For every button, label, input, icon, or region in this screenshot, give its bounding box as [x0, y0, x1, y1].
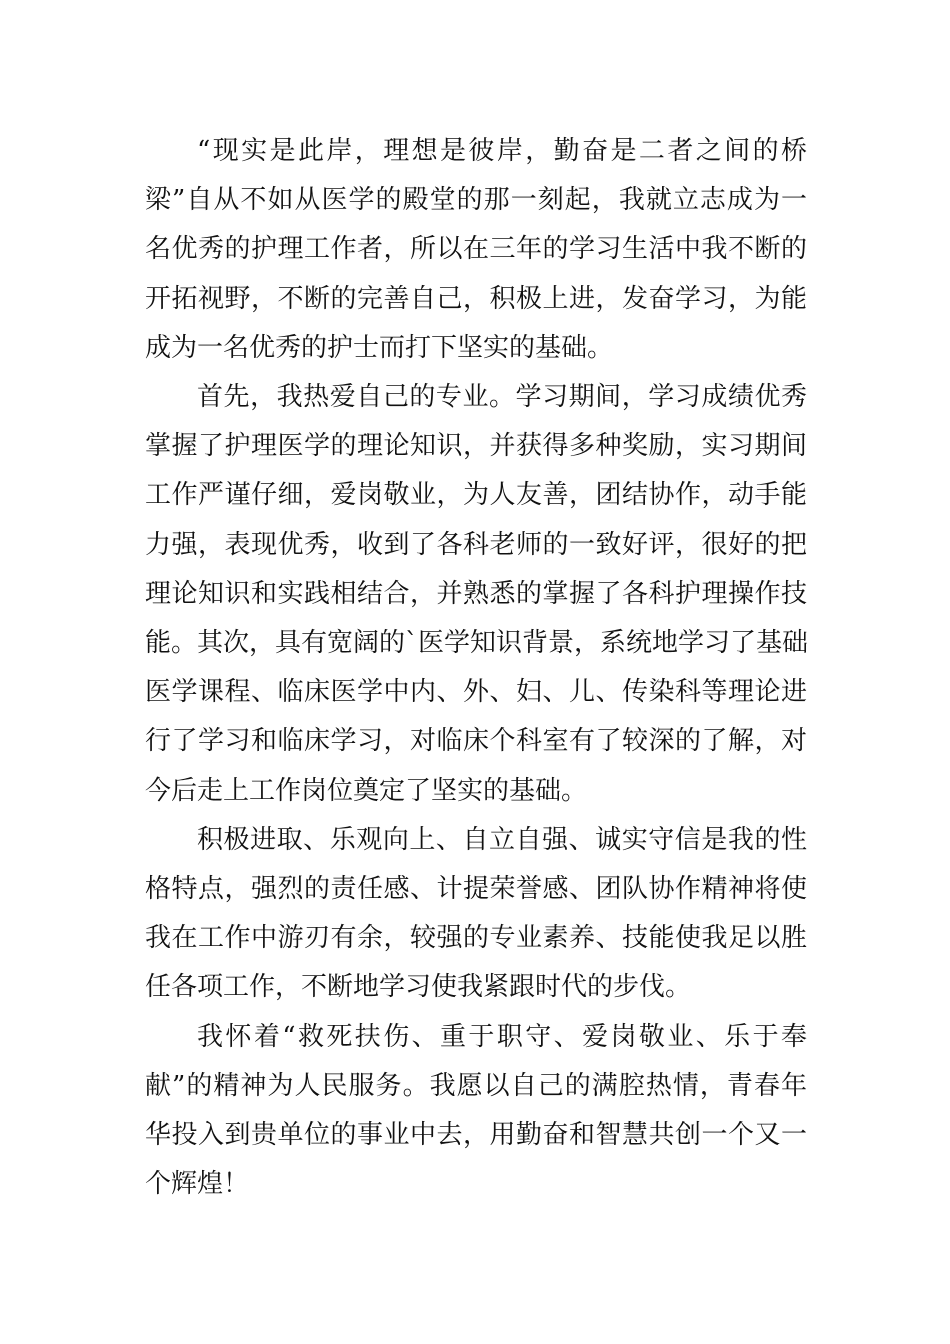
paragraph-2 — [145, 373, 807, 816]
text-line: 华投入到贵单位的事业中去，用勤奋和智慧共创一个又一 — [145, 1120, 807, 1151]
text-line: 今后走上工作岗位奠定了坚实的基础。 — [145, 775, 588, 806]
paragraph-4 — [145, 1013, 807, 1210]
text-line: 格特点，强烈的责任感、计提荣誉感、团队协作精神将使 — [145, 874, 807, 905]
text-line: 医学课程、临床医学中内、外、妇、儿、传染科等理论进 — [145, 677, 807, 708]
document-body — [145, 127, 807, 1209]
text-line: “现实是此岸，理想是彼岸，勤奋是二者之间的桥 — [197, 136, 807, 166]
text-line: 我在工作中游刃有余，较强的专业素养、技能使我足以胜 — [145, 923, 807, 954]
text-line: 开拓视野，不断的完善自己，积极上进，发奋学习，为能 — [145, 283, 807, 314]
text-line: 理论知识和实践相结合，并熟悉的掌握了各科护理操作技 — [145, 578, 807, 609]
paragraph-1 — [145, 127, 807, 373]
text-line: 工作严谨仔细，爱岗敬业，为人友善，团结协作，动手能 — [145, 480, 807, 511]
text-line: 名优秀的护理工作者，所以在三年的学习生活中我不断的 — [145, 234, 807, 265]
text-line: 任各项工作，不断地学习使我紧跟时代的步伐。 — [145, 972, 692, 1003]
text-line: 成为一名优秀的护士而打下坚实的基础。 — [145, 332, 614, 363]
text-line: 积极进取、乐观向上、自立自强、诚实守信是我的性 — [197, 824, 807, 855]
text-line: 个辉煌！ — [145, 1169, 250, 1200]
text-line: 能。其次，具有宽阔的`医学知识背景，系统地学习了基础 — [145, 628, 809, 659]
text-line: 献”的精神为人民服务。我愿以自己的满腔热情，青春年 — [145, 1070, 807, 1101]
text-line: 我怀着“救死扶伤、重于职守、爱岗敬业、乐于奉 — [197, 1021, 807, 1052]
text-line: 力强，表现优秀，收到了各科老师的一致好评，很好的把 — [145, 529, 807, 560]
text-line: 掌握了护理医学的理论知识，并获得多种奖励，实习期间 — [145, 431, 807, 462]
text-line: 行了学习和临床学习，对临床个科室有了较深的了解，对 — [145, 726, 807, 757]
text-line: 梁”自从不如从医学的殿堂的那一刻起，我就立志成为一 — [145, 185, 807, 216]
text-line: 首先，我热爱自己的专业。学习期间，学习成绩优秀 — [197, 382, 807, 413]
paragraph-3 — [145, 816, 807, 1013]
